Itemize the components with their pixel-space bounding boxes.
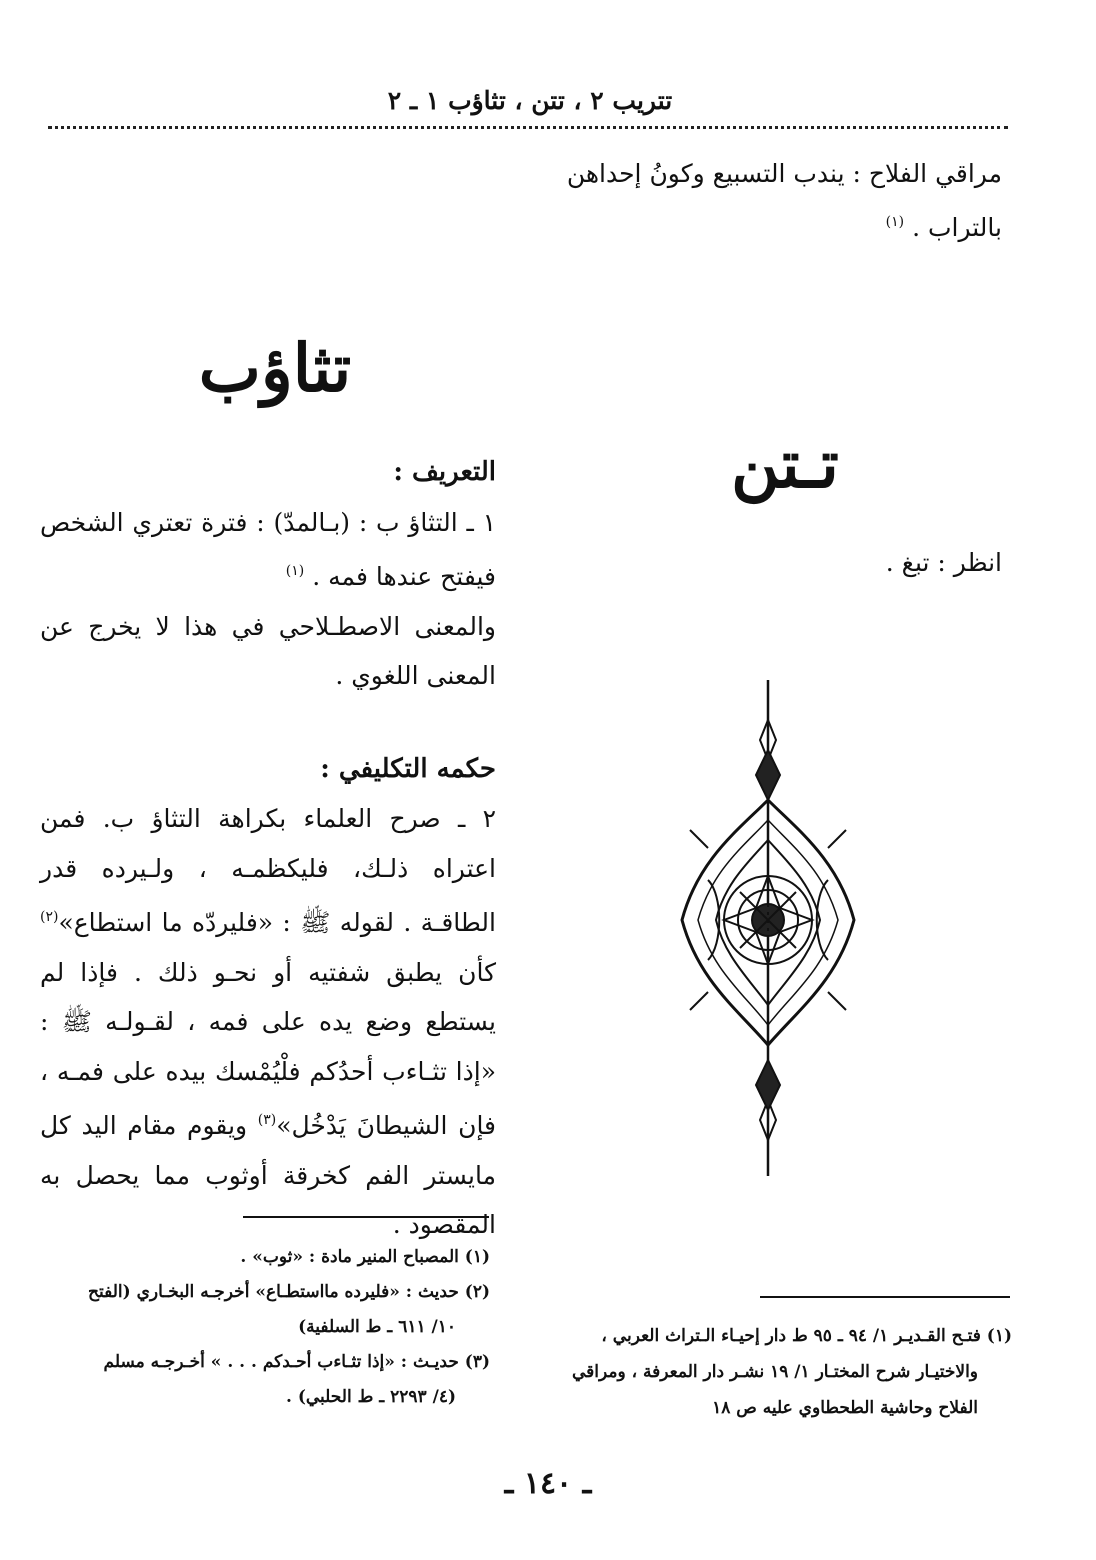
footnote-item: ١٠/ ٦١١ ـ ط السلفية): [298, 1317, 456, 1337]
continued-line-2-text: بالتراب .: [912, 213, 1002, 242]
entry-title-tathawub: تثاؤب: [198, 329, 352, 407]
footnote-ref: (٣): [257, 1112, 277, 1128]
footnote-ref: (١): [285, 563, 305, 579]
entry-tathawub-body: [40, 448, 496, 1250]
entry-title-tatan: تـتن: [731, 425, 839, 503]
definition-heading: التعريف :: [393, 457, 496, 487]
continued-line-1: مراقي الفلاح : يندب التسبيع وكونُ إحداهن: [566, 159, 1002, 188]
continued-paragraph: [542, 150, 1002, 252]
footnote-item: (٢) حديث : «فليرده مااستطـاع» أخرجـه البخـاري (الفتح: [88, 1282, 490, 1302]
see-also-reference: انظر : تبغ .: [885, 548, 1002, 577]
footnote-item: (١) فتـح القـديـر ١/ ٩٤ ـ ٩٥ ط دار إحيـاء الـتراث العربي ،: [601, 1326, 1012, 1346]
footnote-ref: (١): [885, 214, 905, 230]
footnote-separator: [760, 1296, 1010, 1298]
footnote-ref: (٢): [40, 909, 59, 925]
definition-note: والمعنى الاصطـلاحي في هذا لا يخرج عن المعنى اللغوي .: [40, 611, 496, 690]
header-divider: [48, 126, 1008, 129]
footnotes-left: [40, 1240, 490, 1415]
footnote-item: والاختيـار شرح المختـار ١/ ١٩ نشـر دار المعرفة ، ومراقي: [572, 1362, 978, 1382]
footnote-separator: [243, 1216, 489, 1218]
ruling-text-2: كأن يطبق شفتيه أو نحـو ذلك . فإذا لم يستطع وضع يده على فمه ، لقـولـه ﷺ : «إذا تثـاءب أحدُكم فلْيُمْسك بيده على فمـه ، فإن الشيطانَ يَدْخُل»: [40, 957, 497, 1140]
ruling-text-3: ويقوم مقام اليد كل مايستر الفم كخرقة أوثوب مما يحصل به المقصود .: [40, 1111, 496, 1239]
page-number: ـ ١٤٠ ـ: [504, 1466, 592, 1501]
running-header: تتريب ٢ ، تتن ، تثاؤب ١ ـ ٢: [387, 86, 673, 115]
footnotes-right: [548, 1318, 1012, 1426]
footnote-item: (٣) حديـث : «إذا تثـاءب أحـدكم . . . » أخـرجـه مسلم: [103, 1352, 490, 1372]
footnote-item: (٤/ ٢٢٩٣ ـ ط الحلبي) .: [285, 1387, 456, 1407]
footnote-item: الفلاح وحاشية الطحطاوي عليه ص ١٨: [712, 1398, 978, 1418]
definition-text: ١ ـ التثاؤ ب : (بـالمدّ) : فترة تعتري الشخص فيفتح عندها فمه .: [40, 507, 496, 591]
footnote-item: (١) المصباح المنير مادة : «ثوب» .: [240, 1247, 490, 1267]
definition-paragraph: [40, 498, 496, 602]
decorative-ornament: [668, 680, 868, 1176]
ruling-heading: حكمه التكليفي :: [320, 753, 496, 784]
ruling-text-1: ٢ ـ صرح العلماء بكراهة التثاؤ ب. فمن اعتراه ذلـك، فليكظمـه ، ولـيرده قدر الطاقـة . لقوله ﷺ : «فليردّه ما استطاع»: [40, 804, 496, 937]
ruling-paragraph: [40, 794, 496, 1250]
continued-line-2: [542, 198, 1002, 252]
